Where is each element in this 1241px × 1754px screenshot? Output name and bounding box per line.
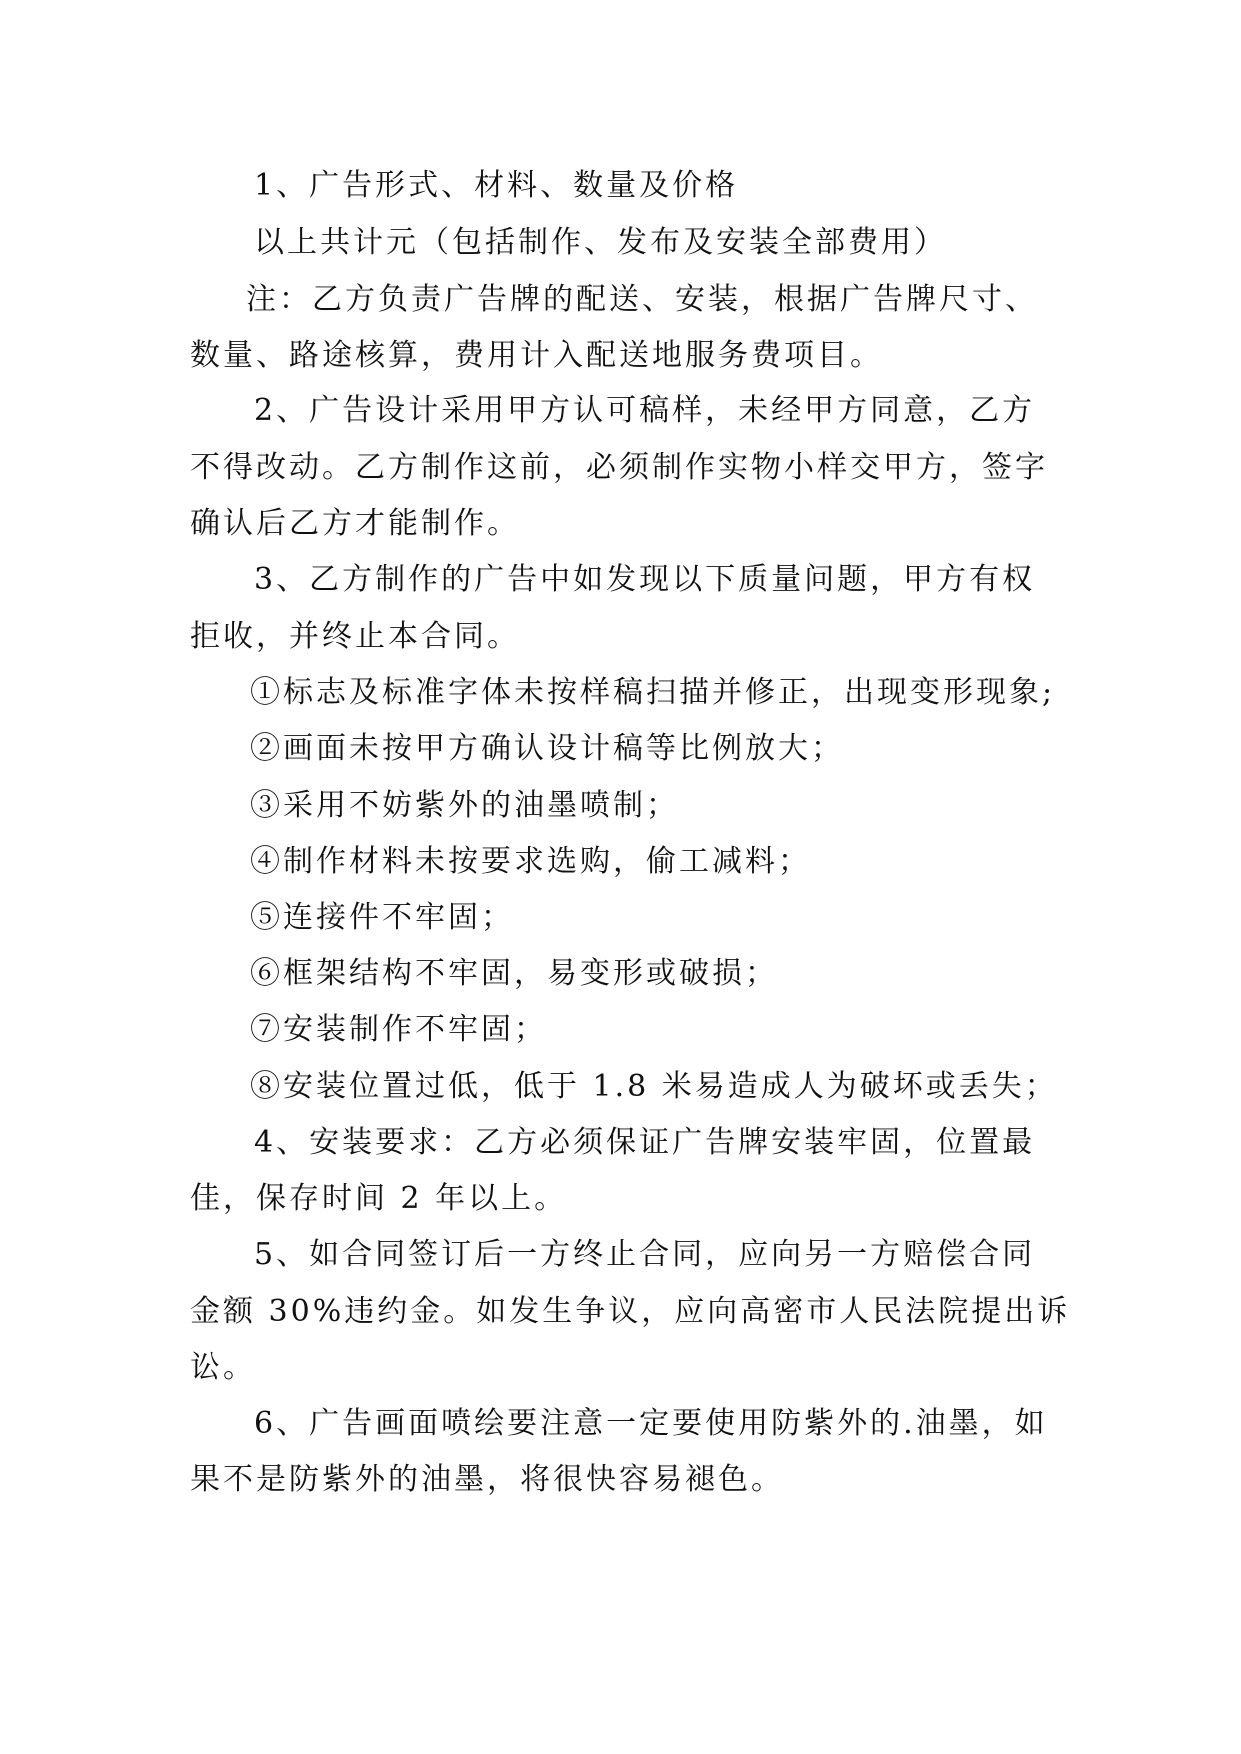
clause-3-line-2: 拒收，并终止本合同。 xyxy=(190,619,520,654)
total-price-line: 以上共计元（包括制作、发布及安装全部费用） xyxy=(254,225,947,260)
quality-item-7: ⑦安装制作不牢固； xyxy=(250,1012,547,1047)
clause-2-line-3: 确认后乙方才能制作。 xyxy=(190,506,520,541)
quality-item-4: ④制作材料未按要求选购，偷工减料； xyxy=(250,844,811,879)
clause-4-line-2: 佳，保存时间 2 年以上。 xyxy=(190,1181,568,1216)
note-line-2: 数量、路途核算，费用计入配送地服务费项目。 xyxy=(190,338,883,373)
note-line-1: 注：乙方负责广告牌的配送、安装，根据广告牌尺寸、 xyxy=(246,282,1038,317)
quality-item-2: ②画面未按甲方确认设计稿等比例放大； xyxy=(250,731,844,766)
clause-3-line-1: 3、乙方制作的广告中如发现以下质量问题，甲方有权 xyxy=(254,562,1036,597)
clause-6-line-1: 6、广告画面喷绘要注意一定要使用防紫外的.油墨，如 xyxy=(254,1406,1048,1441)
clause-5-line-3: 讼。 xyxy=(190,1350,256,1385)
clause-2-line-2: 不得改动。乙方制作这前，必须制作实物小样交甲方，签字 xyxy=(190,450,1048,485)
clause-1-heading: 1、广告形式、材料、数量及价格 xyxy=(254,168,739,203)
clause-2-line-1: 2、广告设计采用甲方认可稿样，未经甲方同意，乙方 xyxy=(254,393,1036,428)
clause-5-line-1: 5、如合同签订后一方终止合同，应向另一方赔偿合同 xyxy=(254,1237,1036,1272)
quality-item-8: ⑧安装位置过低，低于 1.8 米易造成人为破坏或丢失； xyxy=(250,1069,1058,1104)
clause-5-line-2: 金额 30%违约金。如发生争议，应向高密市人民法院提出诉 xyxy=(190,1294,1071,1329)
quality-item-3: ③采用不妨紫外的油墨喷制； xyxy=(250,788,679,823)
quality-item-1: ①标志及标准字体未按样稿扫描并修正，出现变形现象; xyxy=(250,675,1056,710)
clause-4-line-1: 4、安装要求：乙方必须保证广告牌安装牢固，位置最 xyxy=(254,1125,1036,1160)
clause-6-line-2: 果不是防紫外的油墨，将很快容易褪色。 xyxy=(190,1462,784,1497)
quality-item-6: ⑥框架结构不牢固，易变形或破损； xyxy=(250,956,778,991)
quality-item-5: ⑤连接件不牢固； xyxy=(250,900,514,935)
